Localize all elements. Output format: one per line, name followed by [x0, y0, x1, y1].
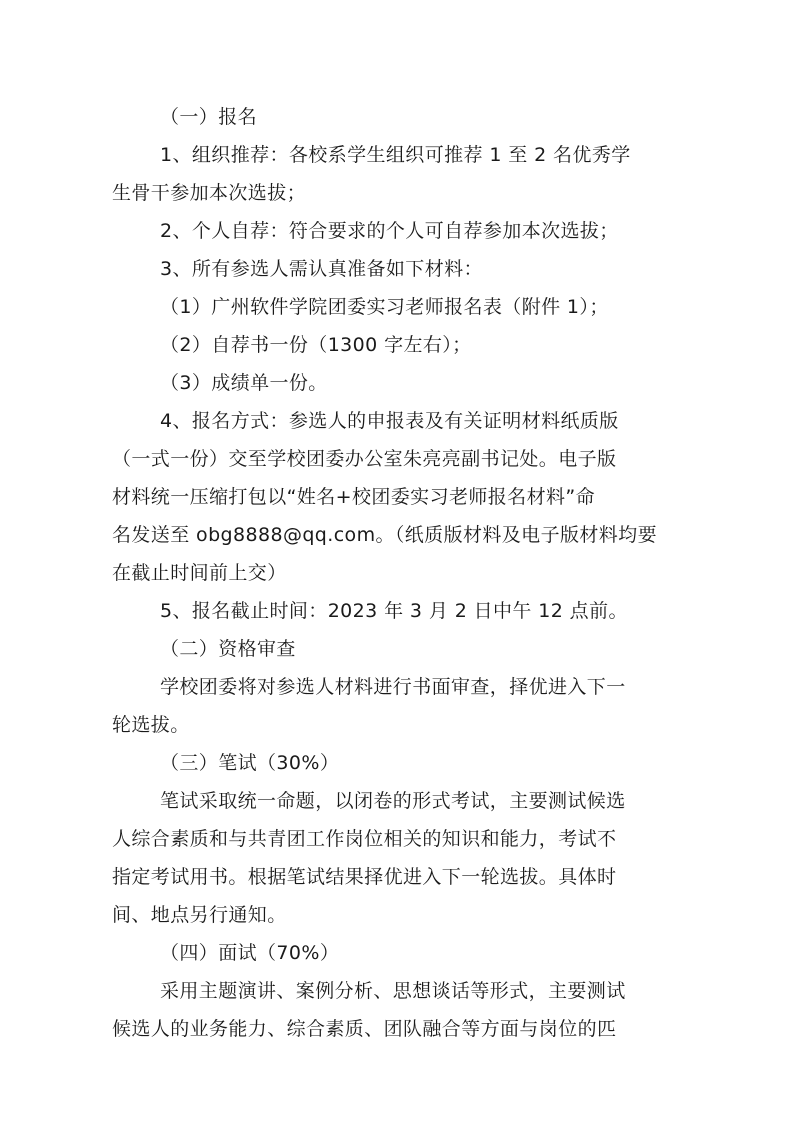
paragraph-line: 材料统一压缩打包以“姓名+校团委实习老师报名材料”命	[112, 486, 596, 508]
section-heading-qualification-review: （二）资格审查	[160, 638, 296, 660]
list-item: （1）广州软件学院团委实习老师报名表（附件 1）；	[160, 296, 609, 318]
paragraph-line: 1、组织推荐：各校系学生组织可推荐 1 至 2 名优秀学	[160, 144, 631, 166]
paragraph-line: 3、所有参选人需认真准备如下材料：	[160, 258, 483, 280]
paragraph-line: （一式一份）交至学校团委办公室朱亮亮副书记处。电子版	[112, 448, 617, 470]
list-item: （2）自荐书一份（1300 字左右）；	[160, 334, 472, 356]
paragraph-line: 学校团委将对参选人材料进行书面审查，择优进入下一	[160, 676, 626, 698]
section-heading-interview: （四）面试（70%）	[160, 942, 340, 964]
section-heading-written-exam: （三）笔试（30%）	[160, 752, 340, 774]
paragraph-line: 笔试采取统一命题，以闭卷的形式考试，主要测试候选	[160, 790, 626, 812]
paragraph-line: 在截止时间前上交）	[112, 562, 287, 584]
paragraph-line: 4、报名方式：参选人的申报表及有关证明材料纸质版	[160, 410, 619, 432]
paragraph-line: 间、地点另行通知。	[112, 904, 287, 926]
paragraph-line: 轮选拔。	[112, 714, 190, 736]
section-heading-registration: （一）报名	[160, 106, 258, 128]
paragraph-line: 名发送至 obg8888@qq.com。（纸质版材料及电子版材料均要	[112, 524, 657, 546]
paragraph-line: 候选人的业务能力、综合素质、团队融合等方面与岗位的匹	[112, 1018, 617, 1040]
list-item: （3）成绩单一份。	[160, 372, 328, 394]
paragraph-line: 采用主题演讲、案例分析、思想谈话等形式，主要测试	[160, 980, 626, 1002]
paragraph-line: 5、报名截止时间：2023 年 3 月 2 日中午 12 点前。	[160, 600, 628, 622]
paragraph-line: 生骨干参加本次选拔；	[112, 182, 307, 204]
paragraph-line: 2、个人自荐：符合要求的个人可自荐参加本次选拔；	[160, 220, 619, 242]
paragraph-line: 指定考试用书。根据笔试结果择优进入下一轮选拔。具体时	[112, 866, 617, 888]
paragraph-line: 人综合素质和与共青团工作岗位相关的知识和能力，考试不	[112, 828, 617, 850]
